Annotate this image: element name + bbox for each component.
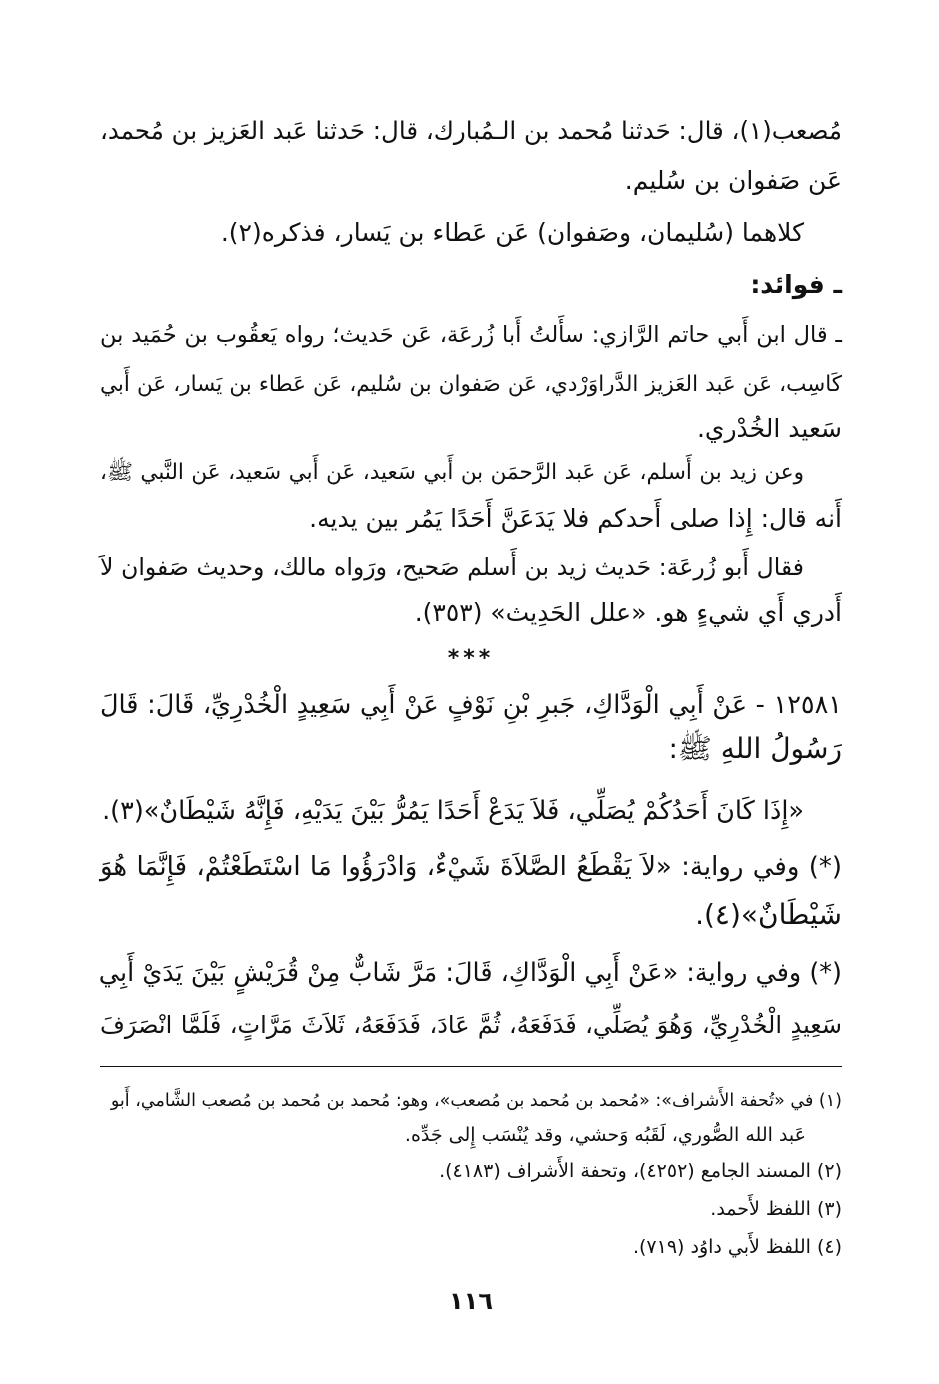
- body-line-8: وعن زيد بن أَسلم، عَن عَبد الرَّحمَن بن أَبي سَعيد، عَن أَبي سَعيد، عَن النَّبي ﷺ،: [100, 460, 804, 485]
- body-line-9: أَنه قال: إِذا صلى أَحدكم فلا يَدَعَنَّ أَحَدًا يَمُر بين يديه.: [309, 504, 842, 533]
- footnote-4: (٤) اللفظ لأَبي داوُد (٧١٩).: [632, 1236, 842, 1258]
- body-line-10: فقال أَبو زُرعَة: حَديث زيد بن أَسلم صَحيح، ورَواه مالك، وحديث صَفوان لاَ: [100, 553, 804, 581]
- hadith-line-2: رَسُولُ اللهِ ﷺ:: [668, 732, 842, 765]
- hadith-line-6: (*) وفي رواية: «عَنْ أَبِي الْوَدَّاكِ، قَالَ: مَرَّ شَابٌّ مِنْ قُرَيْشٍ بَيْنَ يَدَيْ أَبِي: [98, 958, 842, 988]
- page-number: ١١٦: [449, 1287, 493, 1315]
- body-line-6: كَاسِب، عَن عَبد العَزيز الدَّراوَرْدي، عَن صَفوان بن سُليم، عَن عَطاء بن يَسار، عَن أَبي: [100, 372, 842, 397]
- body-line-2: عَن صَفوان بن سُليم.: [624, 166, 842, 195]
- body-line-1: مُصعب(١)، قال: حَدثنا مُحمد بن الـمُبارك، قال: حَدثنا عَبد العَزيز بن مُحمد،: [100, 116, 842, 145]
- footnote-1: (١) في «تُحفة الأَشراف»: «مُحمد بن مُحمد بن مُصعب»، وهو: مُحمد بن مُحمد بن مُصعب الشَّامي، أَبو: [110, 1091, 842, 1111]
- hadith-line-7: سَعِيدٍ الْخُدْرِيِّ، وَهُوَ يُصَلِّي، فَدَفَعَهُ، ثُمَّ عَادَ، فَدَفَعَهُ، ثَلاَثَ مَرَّاتٍ، فَلَمَّا انْصَرَفَ: [100, 1011, 842, 1039]
- body-line-11: أَدري أَي شيءٍ هو. «علل الحَدِيث» (٣٥٣).: [414, 598, 842, 627]
- footnote-divider: [100, 1066, 842, 1067]
- footnote-1-continuation: عَبد الله الصُّوري، لَقَبُه وَحشي، وقد يُنْسَب إِلى جَدِّه.: [404, 1124, 806, 1146]
- hadith-line-1: ١٢٥٨١ - عَنْ أَبِي الْوَدَّاكِ، جَبرِ بْنِ نَوْفٍ عَنْ أَبِي سَعِيدٍ الْخُدْرِيِّ، قَالَ: قَالَ: [100, 690, 842, 720]
- body-line-7: سَعيد الخُدْري.: [696, 414, 842, 443]
- hadith-line-3: «إِذَا كَانَ أَحَدُكُمْ يُصَلِّي، فَلاَ يَدَعْ أَحَدًا يَمُرُّ بَيْنَ يَدَيْهِ، فَإِنَّهُ شَيْطَانٌ»(٣).: [102, 796, 804, 826]
- section-separator: ***: [447, 646, 495, 671]
- footnote-3: (٣) اللفظ لأَحمد.: [710, 1198, 842, 1220]
- hadith-line-4: (*) وفي رواية: «لاَ يَقْطَعُ الصَّلاَةَ شَيْءٌ، وَادْرَؤُوا مَا اسْتَطَعْتُمْ، فَإِنَّمَا هُوَ: [100, 852, 842, 882]
- hadith-line-5: شَيْطَانٌ»(٤).: [695, 898, 842, 931]
- body-line-5: ـ قال ابن أَبي حاتم الرَّازي: سأَلتُ أَبا زُرعَة، عَن حَديث؛ رواه يَعقُوب بن حُمَيد بن: [100, 322, 842, 348]
- footnote-2: (٢) المسند الجامع (٤٢٥٢)، وتحفة الأَشراف (٤١٨٣).: [439, 1160, 842, 1182]
- section-heading-fawaid: ـ فوائد:: [750, 270, 842, 299]
- book-page: [100, 100, 842, 1340]
- body-line-3: كلاهما (سُليمان، وصَفوان) عَن عَطاء بن يَسار، فذكره(٢).: [220, 218, 804, 247]
